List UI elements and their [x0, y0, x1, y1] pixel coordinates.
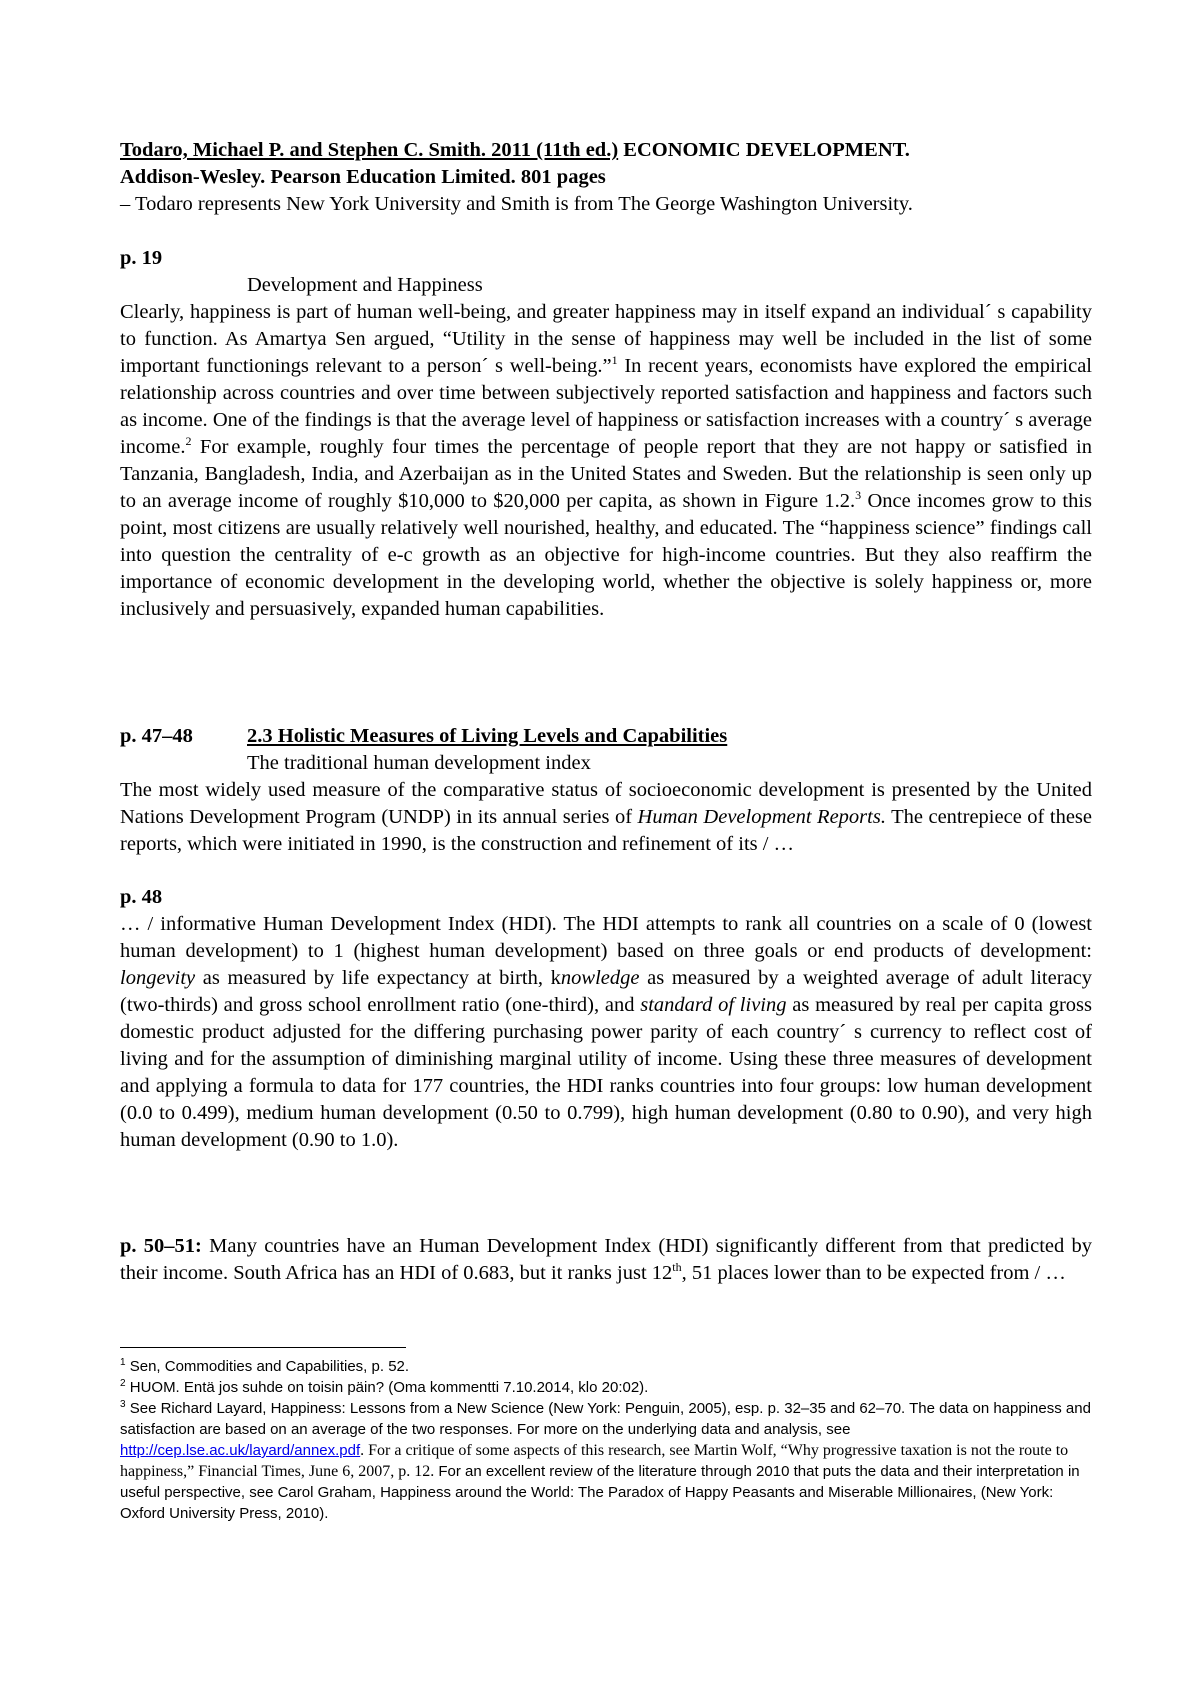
emphasis-reports: Human Development Reports. [637, 806, 886, 828]
paragraph-text: … / informative Human Development Index (HDI). The HDI attempts to rank all countries on a scale of 0 (lowest human development) to 1 (highest human development) based on three goals or end products of development: [120, 913, 1092, 962]
page-ref-47-48: p. 47–48 [120, 725, 193, 747]
paragraph-text: Many countries have an Human Development Index (HDI) significantly different from that predicted by their income. South Africa has an HDI of 0.683, but it ranks just 12 [120, 1235, 1092, 1284]
footnote-number: 2 [120, 1378, 126, 1389]
section-hdi-intro [120, 723, 1092, 858]
footnote-number: 3 [120, 1399, 126, 1410]
annex-pdf-link[interactable]: http://cep.lse.ac.uk/layard/annex.pdf [120, 1442, 361, 1459]
emphasis-longevity: longevity [120, 967, 196, 989]
paragraph-text: For example, roughly four times the percentage of people report that they are not happy or satisfied in Tanzania, Bangladesh, India, and Azerbaijan as in the United States and Sweden. But the relationship is seen only up to an average income of roughly $10,000 to $20,000 per capita, as shown in Figure 1.2. [120, 436, 1092, 512]
emphasis-knowledge: nowledge [560, 967, 640, 989]
footnote-ref-3[interactable]: 3 [855, 488, 862, 503]
page-ref-48: p. 48 [120, 886, 163, 908]
section-subtitle-hdi: The traditional human development index [247, 752, 591, 774]
section-hdi-definition [120, 884, 1092, 1154]
citation-title: ECONOMIC DEVELOPMENT. [618, 139, 910, 161]
footnote-text: Sen, Commodities and Capabilities, p. 52. [125, 1358, 410, 1375]
paragraph-hdi-definition [120, 913, 1092, 1151]
footnote-2 [120, 1377, 1092, 1398]
paragraph-text: The centrepiece of these reports, which were initiated in 1990, is the construction and refinement of its / … [120, 806, 1092, 855]
paragraph-text: Once incomes grow to this point, most citizens are usually relatively well nourished, healthy, and educated. The “happiness science” findings call into question the centrality of e-c growth as an objective for high-income countries. But they also reaffirm the importance of economic development in the developing world, whether the objective is solely happiness or, more inclusively and persuasively, expanded human capabilities. [120, 490, 1093, 620]
paragraph-text: as measured by life expectancy at birth, k [195, 967, 561, 989]
citation-authors: Todaro, Michael P. and Stephen C. Smith. 2011 (11th ed.) [120, 139, 619, 161]
footnote-number: 1 [120, 1357, 126, 1368]
paragraph-text: , 51 places lower than to be expected from / … [681, 1262, 1066, 1284]
footnote-text: . For a critique of some aspects of this research, see Martin Wolf, “Why progressive taxation is not the route to happiness,” Financial Times, June 6, 2007, p. 12. [120, 1442, 1069, 1480]
footnote-text: See Richard Layard, Happiness: Lessons from a New Science (New York: Penguin, 2005), esp. p. 32–35 and 62–70. The data on happiness and satisfaction are based on an average of the two responses. For more on the underlying data and analysis, see [120, 1400, 1091, 1438]
paragraph-text: as measured by a weighted average of adult literacy (two-thirds) and gross school enrollment ratio (one-third), and [120, 967, 1092, 1016]
paragraph-hdi-intro [120, 779, 1092, 855]
section-heading-holistic: 2.3 Holistic Measures of Living Levels and Capabilities [247, 725, 728, 747]
page-ref-50-51: p. 50–51: [120, 1235, 202, 1257]
footnote-divider [120, 1347, 406, 1348]
page-ref-19: p. 19 [120, 247, 163, 269]
citation-note: – Todaro represents New York University and Smith is from The George Washington University. [120, 193, 913, 215]
paragraph-text: as measured by real per capita gross domestic product adjusted for the differing purchasing power parity of each country´ s currency to reflect cost of living and for the assumption of diminishing marginal utility of income. Using these three measures of development and applying a formula to data for 177 countries, the HDI ranks countries into four groups: low human development (0.0 to 0.499), medium human development (0.50 to 0.799), high human development (0.80 to 0.90), and very high human development (0.90 to 1.0). [120, 994, 1092, 1151]
paragraph-happiness [120, 301, 1092, 620]
footnote-text: For an excellent review of the literature through 2010 that puts the data and their interpretation in useful perspective, see Carol Graham, Happiness around the World: The Paradox of Happy Peasants and Miserable Millionaires, (New York: Oxford University Press, 2010). [120, 1463, 1080, 1522]
footnote-1 [120, 1356, 1092, 1377]
footnote-text: HUOM. Entä jos suhde on toisin päin? (Oma kommentti 7.10.2014, klo 20:02). [125, 1379, 649, 1396]
citation-block [120, 137, 1092, 218]
section-title-happiness: Development and Happiness [247, 274, 483, 296]
section-hdi-income [120, 1233, 1092, 1287]
paragraph-text: The most widely used measure of the comparative status of socioeconomic development is presented by the United Nations Development Program (UNDP) in its annual series of [120, 779, 1092, 828]
footnote-3 [120, 1398, 1092, 1524]
ordinal-suffix: th [672, 1260, 682, 1275]
citation-publisher: Addison-Wesley. Pearson Education Limited. 801 pages [120, 166, 606, 188]
footnote-ref-1[interactable]: 1 [611, 353, 618, 368]
emphasis-standard-of-living: standard of living [640, 994, 787, 1016]
footnote-ref-2[interactable]: 2 [185, 434, 192, 449]
paragraph-text: Clearly, happiness is part of human well-being, and greater happiness may in itself expand an individual´ s capability to function. As Amartya Sen argued, “Utility in the sense of happiness may well be included in the list of some important functionings relevant to a person´ s well-being.” [120, 301, 1092, 377]
paragraph-text: In recent years, economists have explored the empirical relationship across countries and over time between subjectively reported satisfaction and happiness and factors such as income. One of the findings is that the average level of happiness or satisfaction increases with a country´ s average income. [120, 355, 1092, 458]
section-happiness [120, 245, 1092, 623]
